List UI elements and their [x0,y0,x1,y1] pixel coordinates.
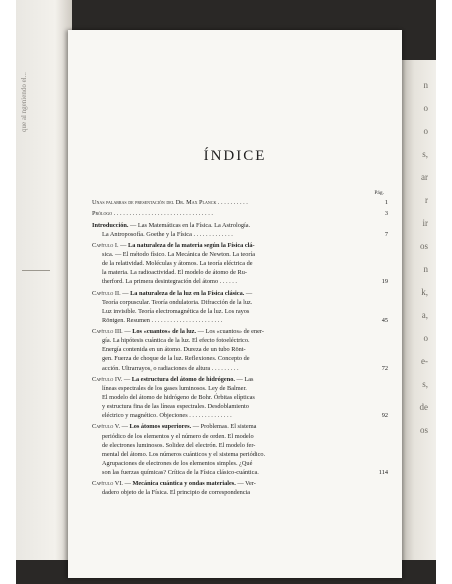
toc-entry-page-number: 1 [384,199,388,206]
facing-page-glyph: s, [422,149,428,159]
toc-entry-heading-tail: — Las Matemáticas en la Física. La Astrología. [128,221,251,229]
toc-entry-line: El modelo del átomo de hidrógeno de Bohr. Órbitas elípticas [102,394,255,401]
toc-entry-line: dadero objeto de la Física. El principio de correspondencia [102,489,251,497]
toc-entry-line: Agrupaciones de electrones de los elementos simples. ¿Qué [102,459,253,467]
toc-entry-lead: Prólogo . . . . . . . . . . . . . . . . . . . . . . . . . . . . . . . . [92,210,213,218]
toc-entry-line: Teoría corpuscular. Teoría ondulatoria. Difracción de la luz. [102,298,253,306]
toc-entry-line: eléctrico y magnético. Objeciones . . . . . . . . . . . . . . [102,412,232,420]
toc-entry-page-number: 92 [381,412,388,420]
toc-entry [92,198,388,207]
toc-entry-first-line [92,289,388,298]
toc-entry-line: y estructura fina de las líneas espectrales. Desdoblamiento [102,403,249,411]
photo-background [16,0,436,584]
toc-entry-lead: Capítulo II. — [92,289,131,297]
toc-entry-first-line [92,479,388,488]
toc-entry [92,221,388,239]
toc-entry-heading: La naturaleza de la luz en la Física clásica. [130,289,245,297]
facing-page-glyph: ar [421,172,428,182]
toc-entry-heading-tail: — Ver- [235,480,256,488]
toc-entry-first-line [92,375,388,384]
toc-entry-first-line [92,198,388,207]
facing-page-glyph: ir [422,218,428,228]
facing-page-glyph: o [423,126,428,136]
table-of-contents [92,198,388,500]
left-page-rule [22,270,50,271]
toc-entry-heading: La naturaleza de la materia según la Física clá- [128,241,255,249]
toc-entry-first-line [92,422,388,431]
toc-entry-line: la materia. La radioactividad. El modelo de átomo de Ru- [102,269,247,277]
toc-entry-line: mental del átomo. Los números cuánticos y el sistema periódico. [102,450,266,458]
facing-page-glyph: k, [421,287,428,297]
facing-page-glyph: de [419,402,428,412]
page-title: ÍNDICE [203,148,267,164]
toc-entry-heading-tail: — [244,289,253,297]
toc-entry-heading: Mecánica cuántica y ondas materiales. [132,480,236,488]
toc-entry-line: therford. La primera desintegración del átomo . . . . . . [102,278,237,286]
toc-entry-line: de la relatividad. Moléculas y átomos. La teoría eléctrica de [102,260,253,268]
toc-entry-lead: Capítulo I. — [92,241,128,249]
facing-page-glyph: o [423,333,428,343]
toc-entry-line: son las fuerzas químicas? Crítica de la Física clásico-cuántica. [102,468,259,476]
toc-entry [92,375,388,420]
toc-entry-line: Energía contenida en un átomo. Dureza de un tubo Rönt- [102,346,246,354]
facing-page-glyph: os [419,425,428,435]
facing-page-glyph: n [423,264,428,274]
toc-entry-line: de electrones luminosos. Solidez del electrón. El modelo fer- [102,441,256,449]
facing-page-glyph: a, [421,310,428,320]
left-facing-page [16,0,72,560]
toc-entry [92,327,388,372]
toc-entry [92,422,388,477]
toc-entry-page-number: 7 [384,230,388,238]
facing-page-glyph: r [425,195,428,205]
toc-entry-page-number: 19 [381,278,388,286]
toc-entry [92,209,388,218]
toc-entry-heading: Los «cuantos» de la luz. [132,328,197,336]
facing-page-glyph: o [423,103,428,113]
toc-entry-heading-tail: — Las [234,375,254,383]
left-page-text: que al ngeniendo el... [20,72,28,132]
toc-entry-lead: Capítulo IV. — [92,375,132,383]
facing-page-glyph: e- [421,356,428,366]
toc-entry-line: La Antroposofía. Goethe y la Física . . . . . . . . . . . . . [102,230,233,238]
toc-entry [92,241,388,286]
toc-entry-line: líneas espectrales de los gases luminosos. Ley de Balmer. [102,384,247,392]
toc-entry-first-line [92,221,388,230]
toc-entry-page-number: 3 [384,210,388,218]
toc-entry-page-number: 72 [381,364,388,372]
toc-entry-heading: Los átomos superiores. [129,423,192,431]
toc-entry-heading-tail: — Los «cuantos» de ener- [196,328,264,336]
toc-entry-page-number: 45 [381,316,388,324]
toc-entry [92,479,388,497]
toc-entry-heading: La estructura del átomo de hidrógeno. [131,375,235,383]
toc-entry-first-line [92,209,388,218]
toc-entry-heading-tail: — Problemas. El sistema [191,423,257,431]
facing-page-glyph: s, [422,379,428,389]
right-facing-page-edge [400,60,436,560]
toc-entry [92,289,388,325]
toc-entry-line: gía. La hipótesis cuántica de la luz. El efecto fotoeléctrico. [102,337,250,345]
toc-entry-lead: Capítulo V. — [92,423,130,431]
toc-entry-line: Röntgen. Resumen . . . . . . . . . . . . . . . . . . . . . . . [102,316,223,324]
toc-entry-first-line [92,327,388,336]
toc-entry-lead: Unas palabras de presentación del Dr. Max Planck . . . . . . . . . . [92,199,248,206]
page-column-header: Pág. [374,190,384,196]
facing-page-glyph: n [423,80,428,90]
toc-entry-lead: Capítulo VI. — [92,480,133,488]
toc-entry-line: acción. Ultrarrayos, o radiaciones de altura . . . . . . . . . [102,364,239,372]
index-page [68,30,402,578]
toc-entry-line: Luz invisible. Teoría electromagnética de la luz. Los rayos [102,307,250,315]
toc-entry-first-line [92,241,388,250]
toc-entry-line: periódico de los elementos y el número de orden. El modelo [102,432,254,440]
facing-page-glyph: os [419,241,428,251]
toc-entry-heading: Introducción. [92,221,129,229]
toc-entry-lead: Capítulo III. — [92,328,133,336]
toc-entry-line: gen. Fuerza de choque de la luz. Reflexiones. Concepto de [102,355,250,363]
toc-entry-line: sica. — El método físico. La Mecánica de Newton. La teoría [102,251,255,259]
toc-entry-page-number: 114 [378,468,388,476]
